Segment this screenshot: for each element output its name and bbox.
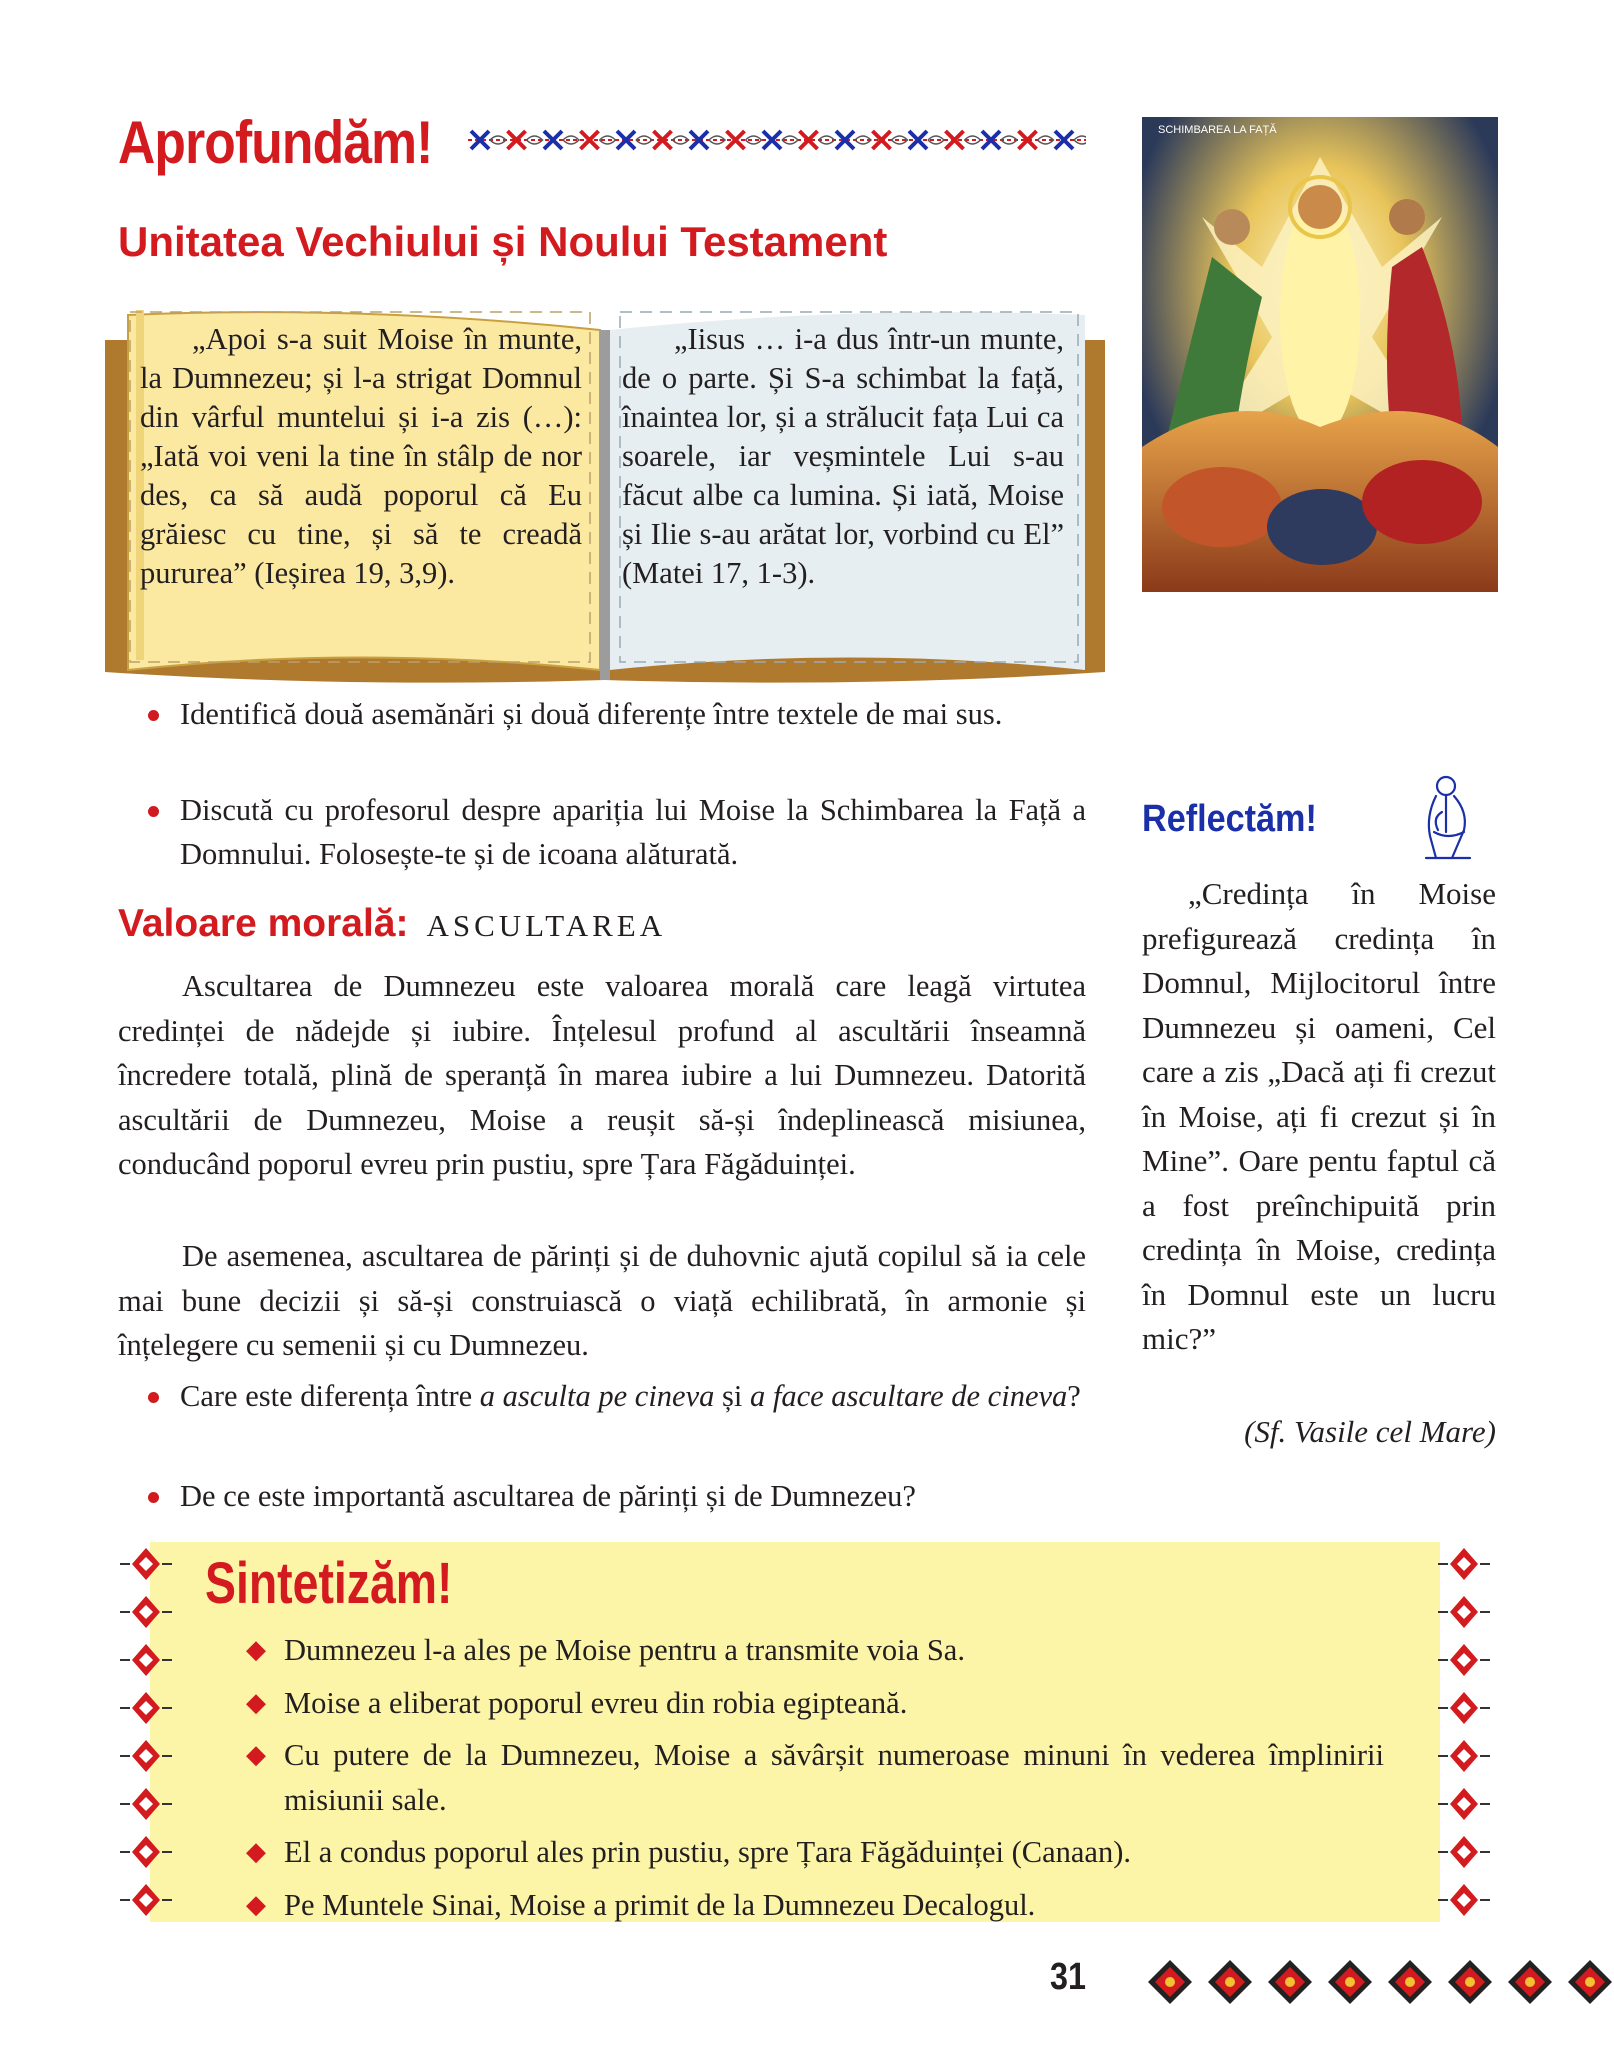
moral-value-label: Valoare morală:: [118, 902, 409, 945]
folk-motif: [1438, 1644, 1490, 1676]
folk-side-pattern-left: [114, 1540, 178, 1926]
question-text: și: [714, 1379, 750, 1413]
diamond-bullet-icon: ◆: [246, 1740, 266, 1769]
folk-motif: [1448, 1960, 1492, 2004]
diamond-bullet-icon: ◆: [246, 1837, 266, 1866]
list-item: [244, 1883, 1384, 1928]
folk-motif: [120, 1548, 172, 1580]
question-italic: a face ascultare de cineva: [749, 1379, 1068, 1413]
folk-motif: [120, 1884, 172, 1916]
folk-motif: [1268, 1960, 1312, 2004]
icon-illustration: [1142, 117, 1498, 592]
folk-side-pattern-right: [1432, 1540, 1496, 1926]
bullet-dot-icon: [148, 806, 159, 817]
moral-value-name: ASCULTAREA: [426, 908, 667, 943]
diamond-bullet-icon: ◆: [246, 1687, 266, 1717]
list-item: [140, 788, 1086, 876]
folk-motif: [120, 1644, 172, 1676]
task-list: [140, 692, 1086, 736]
synthesis-list: [244, 1628, 1384, 1935]
folk-motif: [120, 1692, 172, 1724]
moral-paragraph: De asemenea, ascultarea de părinți și de duhovnic ajută copilul să ia cele mai bune decizii și să-și construiască o viață echilibrată, în armonie și înțelegere cu semenii și cu Dumnezeu.: [118, 1239, 1086, 1362]
question-text: Care este diferența între: [180, 1379, 480, 1413]
book-right-page-text: „Iisus … i-a dus într-un munte, de o parte. Și S-a schimbat la față, înaintea lor, și a strălucit fața Lui ca soarele, iar veșmintele Lui s-au făcut albe ca lumina. Și iată, Moise și Ilie s-au arătat lor, vorbind cu El” (Matei 17, 1-3).: [622, 322, 1064, 590]
task-text: Identifică două asemănări și două diferențe între textele de mai sus.: [180, 697, 1003, 731]
task-list: [140, 788, 1086, 876]
folk-motif: [120, 1788, 172, 1820]
diamond-bullet-icon: ◆: [246, 1889, 266, 1919]
folk-motif: [1148, 1960, 1192, 2004]
book-left-page-text: „Apoi s-a suit Moise în munte, la Dumnezeu; și l-a strigat Domnul din vârful muntelui și i-a zis (…): „Iată voi veni la tine în stâlp de nor des, ca să audă poporul că Eu grăiesc cu tine, și să te creadă pururea” (Ieșirea 19, 3,9).: [140, 322, 582, 590]
reflect-heading: Reflectăm!: [1142, 798, 1317, 840]
folk-motif: [1438, 1548, 1490, 1580]
thinker-icon: [1412, 772, 1482, 864]
question-text: ?: [1067, 1379, 1081, 1413]
question-list: [140, 1474, 1086, 1518]
question-list: [140, 1374, 1086, 1418]
folk-motif: [120, 1596, 172, 1628]
icon-caption: SCHIMBAREA LA FAȚĂ: [1158, 124, 1277, 136]
folk-motif: [1508, 1960, 1552, 2004]
folk-motif: [1438, 1740, 1490, 1772]
question-text: De ce este importantă ascultarea de părinți și de Dumnezeu?: [180, 1479, 916, 1513]
transfiguration-icon-image: [1142, 117, 1498, 592]
folk-motif: [120, 1836, 172, 1868]
page-number: 31: [1050, 1956, 1086, 1998]
diamond-bullet-icon: ◆: [246, 1635, 266, 1664]
bullet-dot-icon: [148, 1392, 159, 1403]
synthesis-item-text: Dumnezeu l-a ales pe Moise pentru a transmite voia Sa.: [284, 1633, 965, 1667]
folk-motif: [1438, 1836, 1490, 1868]
synthesis-item-text: Moise a eliberat poporul evreu din robia egipteană.: [284, 1685, 908, 1720]
reflect-quote: „Credința în Moise prefigurează credința în Domnul, Mijlocitorul între Dumnezeu și oameni, Cel care a zis „Dacă ați fi crezut în Moise, ați fi crezut și în Mine”. Oare pentu faptul că a fost preînchipuită prin credința în Moise, credința în Domnul este un lucru mic?”: [1142, 876, 1496, 1356]
list-item: [140, 1474, 1086, 1518]
synthesis-item-text: El a condus poporul ales prin pustiu, spre Țara Făgăduinței (Canaan).: [284, 1835, 1131, 1869]
folk-motif: [1568, 1960, 1612, 2004]
bullet-dot-icon: [148, 1492, 159, 1503]
folk-border-bottom-decoration: [1140, 1953, 1614, 2011]
list-item: [244, 1830, 1384, 1875]
list-item: [140, 692, 1086, 736]
synthesis-item-text: Cu putere de la Dumnezeu, Moise a săvârșit numeroase minuni în vederea împlinirii misiunii sale.: [284, 1738, 1384, 1817]
question-italic: a asculta pe cineva: [479, 1379, 715, 1413]
folk-motif: [1208, 1960, 1252, 2004]
folk-motif: [1388, 1960, 1432, 2004]
moral-value-heading: [118, 902, 666, 946]
folk-motif: [120, 1740, 172, 1772]
section-subtitle: Unitatea Vechiului și Noului Testament: [118, 218, 888, 265]
synthesis-title: Sintetizăm!: [205, 1551, 453, 1616]
folk-motif: [1328, 1960, 1372, 2004]
folk-motif: [1438, 1692, 1490, 1724]
folk-motif: [1438, 1596, 1490, 1628]
folk-motif: [1438, 1884, 1490, 1916]
task-text: Discută cu profesorul despre apariția lui Moise la Schimbarea la Față a Domnului. Folosește-te și de icoana alăturată.: [180, 793, 1086, 871]
folk-motif: [1438, 1788, 1490, 1820]
folk-border-decoration: [468, 118, 1086, 162]
synthesis-item-text: Pe Muntele Sinai, Moise a primit de la Dumnezeu Decalogul.: [284, 1887, 1036, 1922]
moral-paragraph: Ascultarea de Dumnezeu este valoarea morală care leagă virtutea credinței de nădejde și iubire. Înțelesul profund al ascultării înseamnă încredere totală, plină de speranță în marea iubire a lui Dumnezeu. Datorită ascultării de Dumnezeu, Moise a reușit să-și îndeplinească misiunea, conducând poporul evreu prin pustiu, spre Țara Făgăduinței.: [118, 969, 1086, 1181]
list-item: [140, 1374, 1086, 1418]
list-item: [244, 1628, 1384, 1673]
list-item: [244, 1681, 1384, 1726]
page-title: Aprofundăm!: [118, 109, 433, 176]
bullet-dot-icon: [148, 710, 159, 721]
quote-author: (Sf. Vasile cel Mare): [1244, 1414, 1496, 1449]
list-item: [244, 1733, 1384, 1822]
